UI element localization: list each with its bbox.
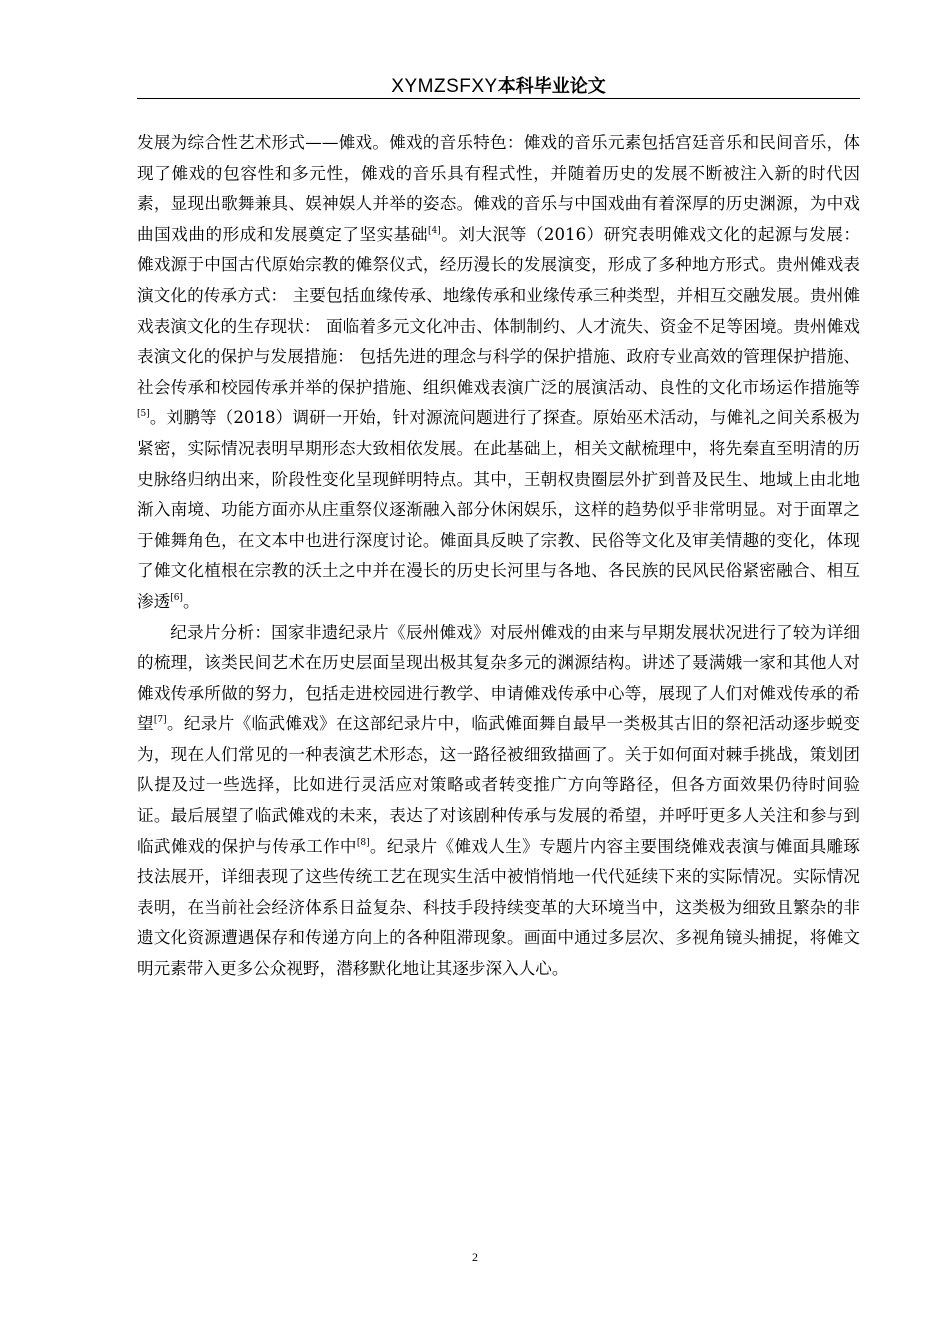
citation-5: [5]: [137, 409, 150, 420]
paragraph-1-text-4: 。: [182, 591, 200, 611]
page-number: 2: [472, 1250, 478, 1264]
paragraph-2-text-1: 纪录片分析：国家非遗纪录片《辰州傩戏》对辰州傩戏的由来与早期发展状况进行了较为详细的梳理，该类民间艺术在历史层面呈现出极其复杂多元的渊源结构。讲述了聂满娥一家和其他人对傩戏传承所做的努力，包括走进校园进行教学、申请傩戏传承中心等，展现了人们对傩戏传承的希望: [137, 622, 860, 734]
paragraph-1: [137, 128, 860, 618]
page-header: [137, 72, 860, 96]
paragraph-1-text-3: 。刘鹏等（2018）调研一开始，针对源流问题进行了探查。原始巫术活动，与傩礼之间关系极为紧密，实际情况表明早期形态大致相依发展。在此基础上，相关文献梳理中，将先秦直至明清的历史脉络归纳出来，阶段性变化呈现鲜明特点。其中，王朝权贵圈层外扩到普及民生、地域上由北地渐入南境、功能方面亦从庄重祭仪逐渐融入部分休闲娱乐，这样的趋势似乎非常明显。对于面罩之于傩舞角色，在文本中也进行深度讨论。傩面具反映了宗教、民俗等文化及审美情趣的变化，体现了傩文化植根在宗教的沃土之中并在漫长的历史长河里与各地、各民族的民风民俗紧密融合、相互渗透: [137, 408, 860, 611]
paragraph-2-text-3: 。纪录片《傩戏人生》专题片内容主要围绕傩戏表演与傩面具雕琢技法展开，详细表现了这些传统工艺在现实生活中被悄悄地一代代延续下来的实际情况。实际情况表明，在当前社会经济体系日益复杂、科技手段持续变革的大环境当中，这类极为细致且繁杂的非遗文化资源遭遇保存和传递方向上的各种阻滞现象。画面中通过多层次、多视角镜头捕捉，将傩文明元素带入更多公众视野，潜移默化地让其逐步深入人心。: [137, 836, 861, 979]
citation-4: [4]: [427, 225, 441, 236]
paragraph-2: [137, 618, 860, 985]
header-school-code: XYMZSFXY: [391, 76, 498, 97]
header-title: 本科毕业论文: [497, 76, 606, 97]
paragraph-2-text-2: 。纪录片《临武傩戏》在这部纪录片中，临武傩面舞自最早一类极其古旧的祭祀活动逐步蜕变为，现在人们常见的一种表演艺术形态，这一路径被细致描画了。关于如何面对棘手挑战，策划团队提及过一些选择，比如进行灵活应对策略或者转变推广方向等路径，但各方面效果仍待时间验证。最后展望了临武傩戏的未来，表达了对该剧种传承与发展的希望，并呼吁更多人关注和参与到临武傩戏的保护与传承工作中: [137, 714, 861, 856]
citation-6: [6]: [170, 592, 183, 603]
paragraph-1-text-1: 发展为综合性艺术形式——傩戏。傩戏的音乐特色：傩戏的音乐元素包括宫廷音乐和民间音乐，体现了傩戏的包容性和多元性，傩戏的音乐具有程式性，并随着历史的发展不断被注入新的时代因素，显现出歌舞兼具、娱神娱人并举的姿态。傩戏的音乐与中国戏曲有着深厚的历史渊源，为中戏曲国戏曲的形成和发展奠定了坚实基础: [137, 133, 860, 244]
body-text: [137, 128, 860, 985]
citation-8: [8]: [356, 837, 370, 848]
paragraph-1-text-2: 。刘大泯等（2016）研究表明傩戏文化的起源与发展： 傩戏源于中国古代原始宗教的傩祭仪式，经历漫长的发展演变，形成了多种地方形式。贵州傩戏表演文化的传承方式： 主要包括血缘传承、地缘传承和业缘传承三种类型，并相互交融发展。贵州傩戏表演文化的生存现状： 面临着多元文化冲击、体制制约、人才流失、资金不足等困境。贵州傩戏表演文化的保护与发展措施： 包括先进的理念与科学的保护措施、政府专业高效的管理保护措施、社会传承和校园传承并举的保护措施、组织傩戏表演广泛的展演活动、良性的文化市场运作措施等: [137, 224, 861, 397]
header-rule: [137, 98, 860, 99]
citation-7: [7]: [153, 715, 167, 726]
